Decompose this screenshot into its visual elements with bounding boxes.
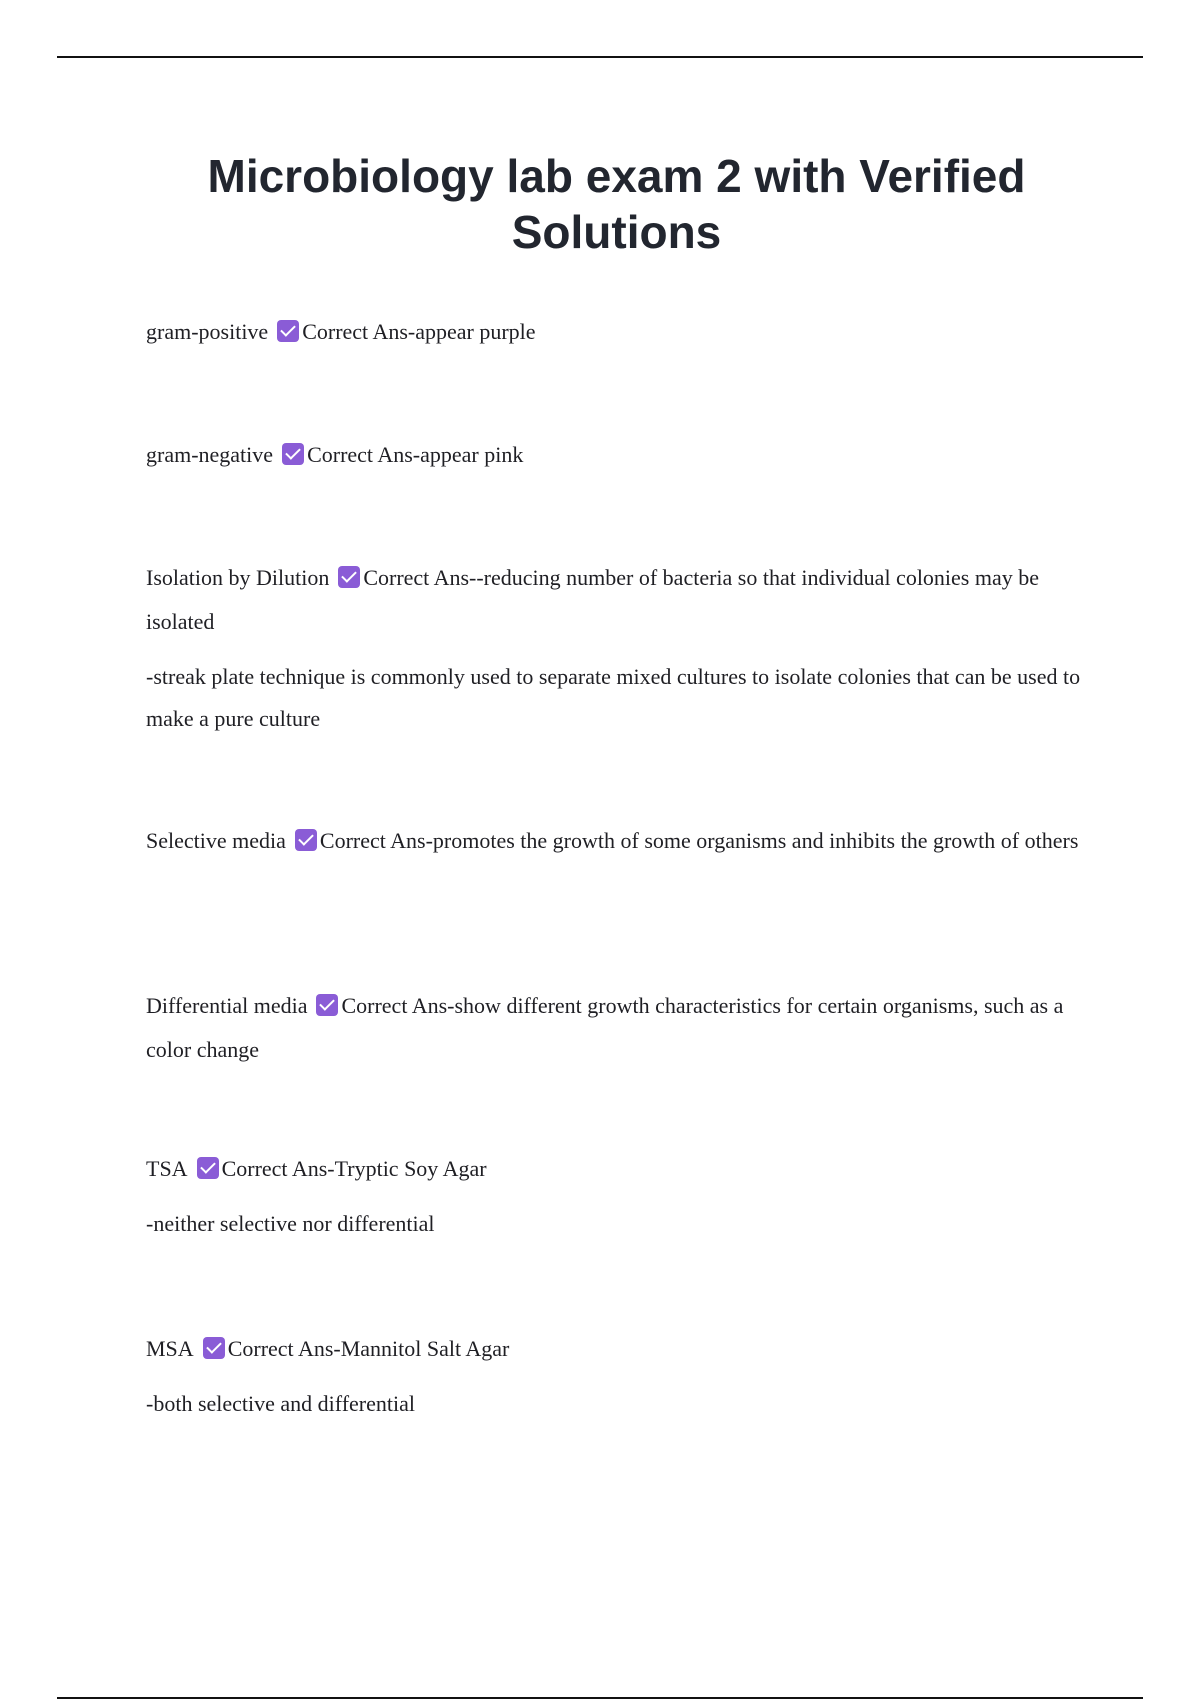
checkmark-box-icon <box>295 829 317 851</box>
checkmark-box-icon <box>338 566 360 588</box>
term: Differential media <box>146 993 308 1018</box>
qa-item-msa <box>146 1327 1086 1425</box>
qa-item-tsa <box>146 1147 1086 1245</box>
answer-note: -both selective and differential <box>146 1391 415 1416</box>
checkmark-box-icon <box>203 1337 225 1359</box>
term: MSA <box>146 1336 194 1361</box>
answer: Correct Ans-promotes the growth of some organisms and inhibits the growth of others <box>319 828 1079 853</box>
checkmark-box-icon <box>316 994 338 1016</box>
term: gram-negative <box>146 442 274 467</box>
qa-line <box>146 1327 1086 1371</box>
answer: Correct Ans-appear pink <box>307 442 524 467</box>
qa-item-differential-media <box>146 984 1086 1072</box>
bottom-divider <box>57 1697 1143 1699</box>
qa-item-gram-positive <box>146 310 1086 354</box>
checkmark-box-icon <box>282 443 304 465</box>
page-title: Microbiology lab exam 2 with Verified Solutions <box>207 150 1026 258</box>
answer-note: -streak plate technique is commonly used to separate mixed cultures to isolate colonies that can be used to make a pure culture <box>146 664 1081 731</box>
answer: Correct Ans-show different growth characteristics for certain organisms, such as a color change <box>146 993 1064 1062</box>
qa-item-gram-negative <box>146 433 1086 477</box>
term: Isolation by Dilution <box>146 565 330 590</box>
answer: Correct Ans-Tryptic Soy Agar <box>221 1156 487 1181</box>
qa-line <box>146 984 1086 1072</box>
top-divider <box>57 56 1143 58</box>
answer: Correct Ans-appear purple <box>302 319 536 344</box>
qa-line <box>146 556 1086 644</box>
term: gram-positive <box>146 319 269 344</box>
checkmark-box-icon <box>277 320 299 342</box>
answer: Correct Ans-Mannitol Salt Agar <box>227 1336 510 1361</box>
term: TSA <box>146 1156 188 1181</box>
qa-item-isolation-by-dilution <box>146 556 1086 740</box>
answer-note: -neither selective nor differential <box>146 1211 435 1236</box>
qa-line <box>146 310 1086 354</box>
qa-line <box>146 819 1086 863</box>
answer: Correct Ans--reducing number of bacteria so that individual colonies may be isolated <box>146 565 1040 634</box>
qa-line <box>146 1147 1086 1191</box>
qa-item-selective-media <box>146 819 1086 863</box>
checkmark-box-icon <box>197 1157 219 1179</box>
qa-line <box>146 433 1086 477</box>
term: Selective media <box>146 828 286 853</box>
